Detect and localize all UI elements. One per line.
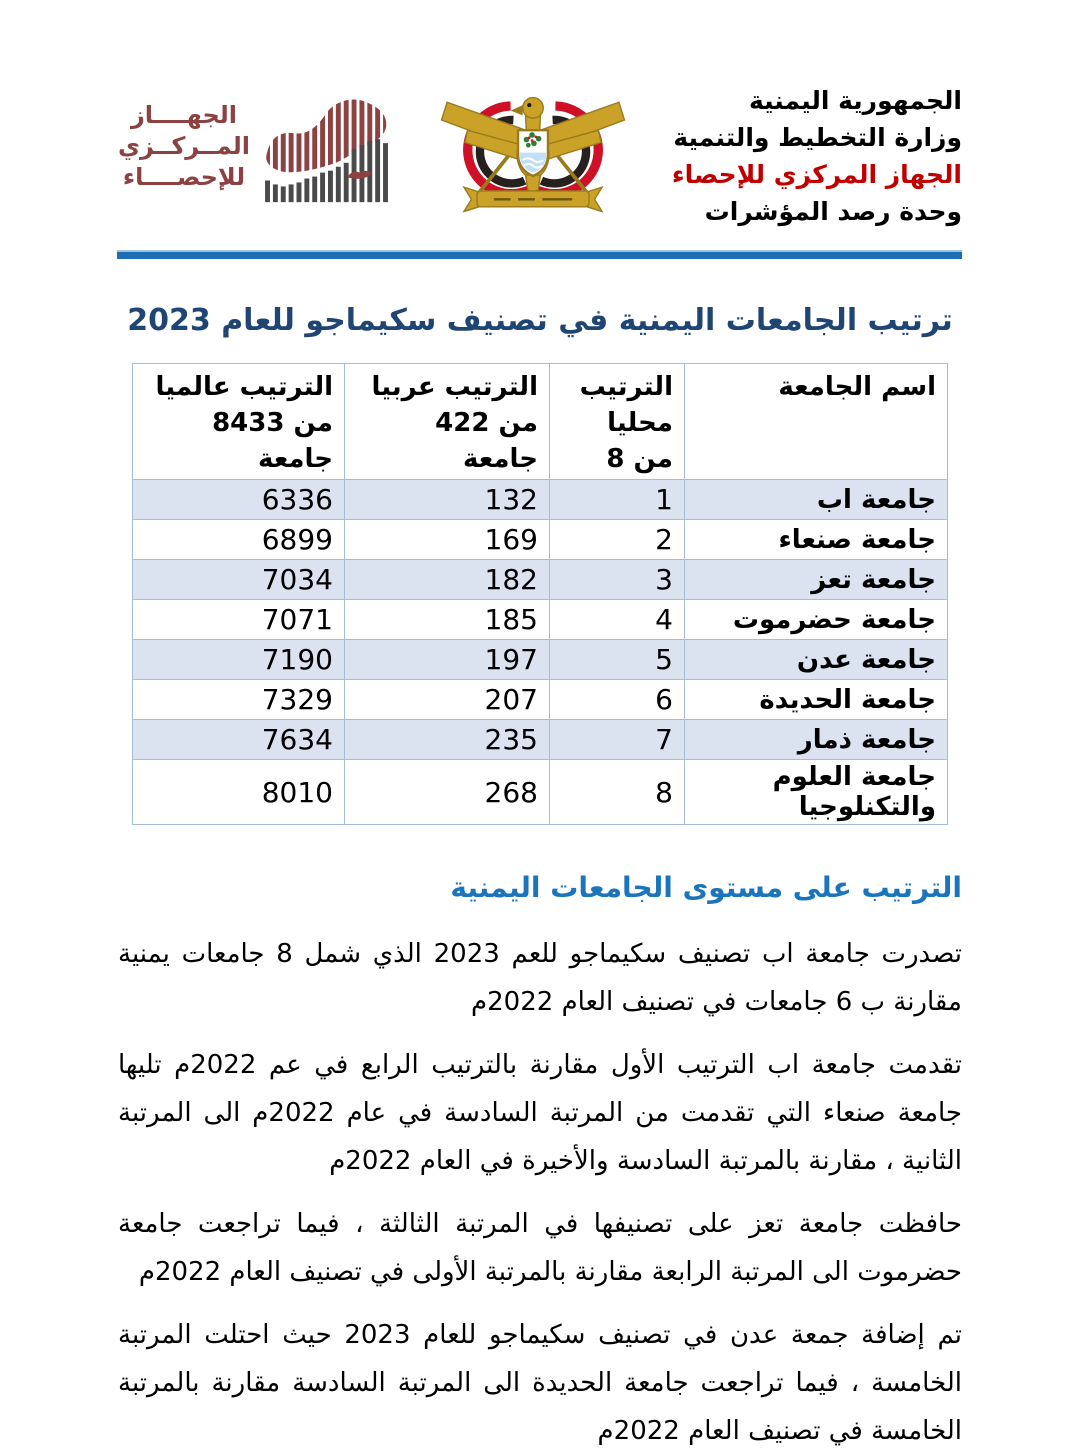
- cso-logo-text-line: المــركــزي: [118, 132, 250, 160]
- cell-local-rank: 2: [550, 520, 685, 560]
- analysis-paragraphs: [118, 930, 962, 1453]
- paragraph: تصدرت جامعة اب تصنيف سكيماجو للعم 2023 الذي شمل 8 جامعات يمنية مقارنة ب 6 جامعات في تصنيف العام 2022م: [118, 939, 962, 1017]
- page-title: ترتيب الجامعات اليمنية في تصنيف سكيماجو للعام 2023: [127, 303, 953, 338]
- section-heading: الترتيب على مستوى الجامعات اليمنية: [450, 871, 962, 904]
- table-row: [133, 760, 948, 825]
- table-row: [133, 640, 948, 680]
- org-line-republic: الجمهورية اليمنية: [748, 86, 962, 115]
- cell-arab-rank: 197: [345, 640, 550, 680]
- cell-global-rank: 8010: [133, 760, 345, 825]
- paragraph: حافظت جامعة تعز على تصنيفها في المرتبة الثالثة ، فيما تراجعت جامعة حضرموت الى المرتبة الرابعة مقارنة بالمرتبة الأولى في تصنيف العام 2022م: [118, 1209, 962, 1287]
- cell-arab-rank: 132: [345, 480, 550, 520]
- cell-local-rank: 7: [550, 720, 685, 760]
- cell-arab-rank: 182: [345, 560, 550, 600]
- cell-global-rank: 6899: [133, 520, 345, 560]
- table-row: [133, 720, 948, 760]
- cell-global-rank: 7071: [133, 600, 345, 640]
- letterhead: [0, 0, 1080, 230]
- paragraph: تم إضافة جمعة عدن في تصنيف سكيماجو للعام 2023 حيث احتلت المرتبة الخامسة ، فيما تراجعت جامعة الحديدة الى المرتبة السادسة مقارنة بالمرتبة الخامسة في تصنيف العام 2022م: [118, 1320, 962, 1446]
- cell-arab-rank: 207: [345, 680, 550, 720]
- cell-arab-rank: 235: [345, 720, 550, 760]
- org-line-cso: الجهاز المركزي للإحصاء: [671, 160, 962, 189]
- cell-university-name: جامعة ذمار: [685, 720, 948, 760]
- yemen-coat-of-arms-icon: [418, 78, 648, 222]
- cell-university-name: جامعة عدن: [685, 640, 948, 680]
- cso-logo-text-line: للإحصــــاء: [122, 163, 246, 191]
- cell-local-rank: 4: [550, 600, 685, 640]
- cell-university-name: جامعة صنعاء: [685, 520, 948, 560]
- header-university-name: اسم الجامعة: [685, 364, 948, 480]
- cell-global-rank: 7034: [133, 560, 345, 600]
- cell-university-name: جامعة العلوم والتكنلوجيا: [685, 760, 948, 825]
- paragraph: تقدمت جامعة اب الترتيب الأول مقارنة بالترتيب الرابع في عم 2022م تليها جامعة صنعاء التي تقدمت من المرتبة السادسة في عام 2022م الى المرتبة الثانية ، مقارنة بالمرتبة السادسة والأخيرة في العام 2022م: [118, 1050, 962, 1176]
- header-divider: [117, 250, 962, 259]
- cell-global-rank: 7190: [133, 640, 345, 680]
- cso-logo-text: [118, 100, 250, 193]
- cell-global-rank: 6336: [133, 480, 345, 520]
- cso-logo: [118, 92, 395, 214]
- org-line-ministry: وزارة التخطيط والتنمية: [673, 123, 962, 152]
- university-ranking-table: [132, 363, 948, 825]
- cell-arab-rank: 169: [345, 520, 550, 560]
- cell-arab-rank: 185: [345, 600, 550, 640]
- cell-arab-rank: 268: [345, 760, 550, 825]
- header-local-rank: الترتيب محليا من 8: [550, 364, 685, 480]
- table-row: [133, 560, 948, 600]
- header-global-rank: الترتيب عالميا من 8433 جامعة: [133, 364, 345, 480]
- cell-local-rank: 5: [550, 640, 685, 680]
- cell-local-rank: 6: [550, 680, 685, 720]
- cell-university-name: جامعة اب: [685, 480, 948, 520]
- cell-global-rank: 7634: [133, 720, 345, 760]
- header-arab-rank: الترتيب عربيا من 422 جامعة: [345, 364, 550, 480]
- cell-university-name: جامعة تعز: [685, 560, 948, 600]
- cell-university-name: جامعة الحديدة: [685, 680, 948, 720]
- cso-map-logo-icon: [260, 92, 395, 214]
- table-row: [133, 480, 948, 520]
- cell-global-rank: 7329: [133, 680, 345, 720]
- cell-university-name: جامعة حضرموت: [685, 600, 948, 640]
- table-header-row: [133, 364, 948, 480]
- cell-local-rank: 3: [550, 560, 685, 600]
- table-row: [133, 520, 948, 560]
- org-line-unit: وحدة رصد المؤشرات: [704, 197, 962, 226]
- cso-logo-text-line: الجهــــاز: [130, 101, 238, 129]
- org-text-block: [672, 82, 962, 230]
- cell-local-rank: 1: [550, 480, 685, 520]
- table-row: [133, 680, 948, 720]
- cell-local-rank: 8: [550, 760, 685, 825]
- table-row: [133, 600, 948, 640]
